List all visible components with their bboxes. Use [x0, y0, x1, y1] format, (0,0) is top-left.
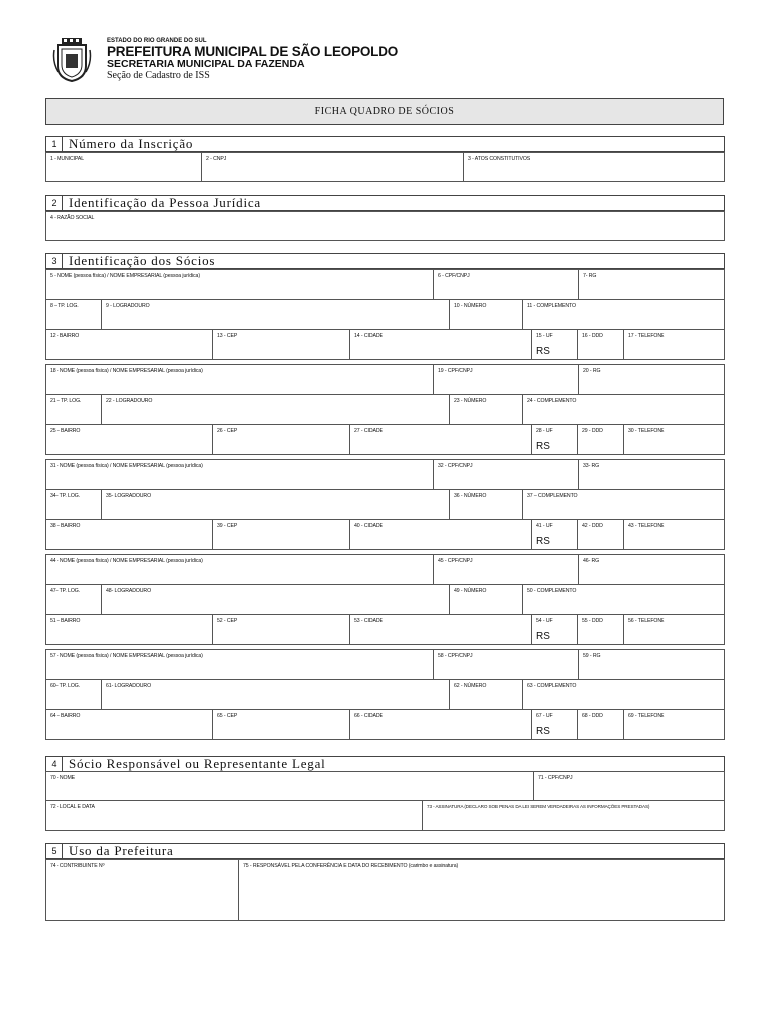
field-label: 28 - UF	[536, 428, 553, 434]
section-4-header	[45, 756, 725, 772]
field-partner-ddd[interactable]	[577, 519, 624, 550]
field-label: 47– TP. LOG.	[50, 588, 81, 594]
field-partner-nome[interactable]	[45, 649, 434, 680]
field-label: 68 - DDD	[582, 713, 603, 719]
section-number: 5	[45, 843, 63, 859]
field-label: 67 - UF	[536, 713, 553, 719]
field-partner-bairro[interactable]	[45, 709, 213, 740]
field-label: 48- LOGRADOURO	[106, 588, 152, 594]
field-label: 36 - NÚMERO	[454, 493, 487, 499]
uf-value: RS	[536, 536, 550, 547]
field-contribuinte[interactable]: 74 - CONTRIBUINTE Nº	[45, 859, 239, 921]
field-partner-ddd[interactable]	[577, 329, 624, 360]
field-label: 23 - NÚMERO	[454, 398, 487, 404]
field-label: 51 – BAIRRO	[50, 618, 81, 624]
field-partner-rg[interactable]	[578, 364, 725, 395]
section-2-header	[45, 195, 725, 211]
field-label: 58 - CPF/CNPJ	[438, 653, 473, 659]
field-label: 19 - CPF/CNPJ	[438, 368, 473, 374]
field-partner-telefone[interactable]	[623, 709, 725, 740]
header-secretaria: SECRETARIA MUNICIPAL DA FAZENDA	[107, 58, 305, 70]
field-label: 13 - CEP	[217, 333, 238, 339]
field-label: 43 - TELEFONE	[628, 523, 665, 529]
uf-value: RS	[536, 726, 550, 737]
field-label: 64 – BAIRRO	[50, 713, 81, 719]
field-partner-telefone[interactable]	[623, 329, 725, 360]
field-partner-logradouro[interactable]	[101, 489, 450, 520]
field-partner-rg[interactable]	[578, 459, 725, 490]
field-partner-uf[interactable]	[531, 709, 578, 740]
field-partner-cep[interactable]	[212, 709, 350, 740]
field-partner-bairro[interactable]	[45, 329, 213, 360]
field-responsavel-cpf[interactable]: 71 - CPF/CNPJ	[533, 771, 725, 801]
field-label: 8 – TP. LOG.	[50, 303, 79, 309]
field-label: 6 - CPF/CNPJ	[438, 273, 470, 279]
field-label: 56 - TELEFONE	[628, 618, 665, 624]
field-partner-cep[interactable]	[212, 329, 350, 360]
field-responsavel-nome[interactable]: 70 - NOME	[45, 771, 534, 801]
field-municipal[interactable]: 1 - MUNICIPAL	[45, 152, 202, 182]
field-label: 40 - CIDADE	[354, 523, 383, 529]
field-partner-rg[interactable]	[578, 269, 725, 300]
field-partner-cpf[interactable]	[433, 269, 579, 300]
section-number: 1	[45, 136, 63, 152]
field-atos-constitutivos[interactable]: 3 - ATOS CONSTITUTIVOS	[463, 152, 725, 182]
field-label: 30 - TELEFONE	[628, 428, 665, 434]
municipal-coat-of-arms	[52, 38, 92, 82]
field-label: 65 - CEP	[217, 713, 238, 719]
section-title: Uso da Prefeitura	[63, 843, 725, 859]
field-assinatura[interactable]: 73 - ASSINATURA (DECLARO SOB PENAS DA LEI SEREM VERDADEIRAS AS INFORMAÇÕES PRESTADAS)	[422, 800, 725, 831]
field-label: 24 - COMPLEMENTO	[527, 398, 577, 404]
field-label: 66 - CIDADE	[354, 713, 383, 719]
field-label: 45 - CPF/CNPJ	[438, 558, 473, 564]
field-label: 54 - UF	[536, 618, 553, 624]
field-label: 14 - CIDADE	[354, 333, 383, 339]
field-partner-telefone[interactable]	[623, 424, 725, 455]
field-label: 59 - RG	[583, 653, 601, 659]
field-label: 57 - NOME (pessoa física) / NOME EMPRESARIAL (pessoa jurídica)	[50, 653, 203, 659]
field-label: 29 - DDD	[582, 428, 603, 434]
field-label: 63 - COMPLEMENTO	[527, 683, 577, 689]
section-1-header	[45, 136, 725, 152]
field-label: 33- RG	[583, 463, 600, 469]
field-label: 31 - NOME (pessoa física) / NOME EMPRESARIAL (pessoa jurídica)	[50, 463, 203, 469]
field-label: 35- LOGRADOURO	[106, 493, 152, 499]
section-title: Identificação dos Sócios	[63, 253, 725, 269]
field-label: 52 - CEP	[217, 618, 238, 624]
field-partner-cpf[interactable]	[433, 554, 579, 585]
field-partner-telefone[interactable]	[623, 519, 725, 550]
field-label: 44 - NOME (pessoa física) / NOME EMPRESARIAL (pessoa jurídica)	[50, 558, 203, 564]
field-partner-numero[interactable]	[449, 584, 523, 615]
section-number: 2	[45, 195, 63, 211]
field-label: 7- RG	[583, 273, 597, 279]
header-state: ESTADO DO RIO GRANDE DO SUL	[107, 38, 207, 44]
field-cnpj[interactable]: 2 - CNPJ	[201, 152, 464, 182]
field-partner-cidade[interactable]	[349, 329, 532, 360]
field-label: 34– TP. LOG.	[50, 493, 81, 499]
field-partner-ddd[interactable]	[577, 614, 624, 645]
field-label: 49 - NÚMERO	[454, 588, 487, 594]
field-partner-complemento[interactable]	[522, 584, 725, 615]
field-label: 21 – TP. LOG.	[50, 398, 82, 404]
field-label: 15 - UF	[536, 333, 553, 339]
field-partner-bairro[interactable]	[45, 614, 213, 645]
field-partner-cpf[interactable]	[433, 459, 579, 490]
uf-value: RS	[536, 631, 550, 642]
field-partner-complemento[interactable]	[522, 299, 725, 330]
field-label: 27 - CIDADE	[354, 428, 383, 434]
field-label: 53 - CIDADE	[354, 618, 383, 624]
field-partner-logradouro[interactable]	[101, 299, 450, 330]
field-partner-rg[interactable]	[578, 554, 725, 585]
field-label: 50 - COMPLEMENTO	[527, 588, 577, 594]
field-label: 10 - NÚMERO	[454, 303, 487, 309]
field-partner-uf[interactable]	[531, 329, 578, 360]
field-label: 62 - NÚMERO	[454, 683, 487, 689]
field-responsavel-conferencia[interactable]: 75 - RESPONSÁVEL PELA CONFERÊNCIA E DATA DO RECEBIMENTO (carimbo e assinatura)	[238, 859, 725, 921]
section-number: 4	[45, 756, 63, 772]
field-label: 37 – COMPLEMENTO	[527, 493, 578, 499]
field-partner-rg[interactable]	[578, 649, 725, 680]
section-3-header	[45, 253, 725, 269]
field-partner-numero[interactable]	[449, 489, 523, 520]
field-partner-tp-log[interactable]	[45, 489, 102, 520]
field-label: 60– TP. LOG.	[50, 683, 81, 689]
field-partner-nome[interactable]	[45, 269, 434, 300]
field-partner-complemento[interactable]	[522, 679, 725, 710]
field-label: 61- LOGRADOURO	[106, 683, 152, 689]
field-partner-nome[interactable]	[45, 459, 434, 490]
field-partner-uf[interactable]	[531, 519, 578, 550]
field-label: 39 - CEP	[217, 523, 238, 529]
field-partner-cidade[interactable]	[349, 519, 532, 550]
field-label: 26 - CEP	[217, 428, 238, 434]
field-label: 41 - UF	[536, 523, 553, 529]
header-prefeitura: PREFEITURA MUNICIPAL DE SÃO LEOPOLDO	[107, 44, 399, 59]
field-partner-telefone[interactable]	[623, 614, 725, 645]
field-label: 38 – BAIRRO	[50, 523, 81, 529]
field-partner-nome[interactable]	[45, 364, 434, 395]
section-5-header	[45, 843, 725, 859]
field-partner-numero[interactable]	[449, 679, 523, 710]
field-partner-cep[interactable]	[212, 424, 350, 455]
section-title: Número da Inscrição	[63, 136, 725, 152]
field-label: 69 - TELEFONE	[628, 713, 665, 719]
field-label: 42 - DDD	[582, 523, 603, 529]
uf-value: RS	[536, 441, 550, 452]
field-partner-tp-log[interactable]	[45, 299, 102, 330]
field-partner-bairro[interactable]	[45, 424, 213, 455]
field-label: 55 - DDD	[582, 618, 603, 624]
section-title: Identificação da Pessoa Jurídica	[63, 195, 725, 211]
field-label: 22 - LOGRADOURO	[106, 398, 153, 404]
field-partner-tp-log[interactable]	[45, 394, 102, 425]
field-partner-tp-log[interactable]	[45, 584, 102, 615]
field-partner-numero[interactable]	[449, 299, 523, 330]
field-razao-social[interactable]: 4 - RAZÃO SOCIAL	[45, 211, 725, 241]
field-label: 32 - CPF/CNPJ	[438, 463, 473, 469]
field-partner-tp-log[interactable]	[45, 679, 102, 710]
field-partner-cpf[interactable]	[433, 649, 579, 680]
field-partner-logradouro[interactable]	[101, 679, 450, 710]
field-label: 18 - NOME (pessoa física) / NOME EMPRESARIAL (pessoa jurídica)	[50, 368, 203, 374]
field-label: 25 – BAIRRO	[50, 428, 81, 434]
field-partner-cidade[interactable]	[349, 424, 532, 455]
field-partner-ddd[interactable]	[577, 709, 624, 740]
field-partner-logradouro[interactable]	[101, 584, 450, 615]
field-partner-cidade[interactable]	[349, 709, 532, 740]
field-partner-uf[interactable]	[531, 424, 578, 455]
field-label: 11 - COMPLEMENTO	[527, 303, 576, 309]
field-label: 12 - BAIRRO	[50, 333, 80, 339]
field-label: 20 - RG	[583, 368, 601, 374]
form-title: FICHA QUADRO DE SÓCIOS	[45, 98, 724, 125]
field-partner-cep[interactable]	[212, 614, 350, 645]
field-partner-logradouro[interactable]	[101, 394, 450, 425]
section-title: Sócio Responsável ou Representante Legal	[63, 756, 725, 772]
field-partner-complemento[interactable]	[522, 489, 725, 520]
field-partner-complemento[interactable]	[522, 394, 725, 425]
field-label: 17 - TELEFONE	[628, 333, 665, 339]
uf-value: RS	[536, 346, 550, 357]
field-local-data[interactable]: 72 - LOCAL E DATA	[45, 800, 423, 831]
field-partner-ddd[interactable]	[577, 424, 624, 455]
field-label: 16 - DDD	[582, 333, 603, 339]
field-label: 46- RG	[583, 558, 600, 564]
field-label: 5 - NOME (pessoa física) / NOME EMPRESARIAL (pessoa jurídica)	[50, 273, 200, 279]
header-secao: Seção de Cadastro de ISS	[107, 70, 210, 81]
field-partner-bairro[interactable]	[45, 519, 213, 550]
field-partner-uf[interactable]	[531, 614, 578, 645]
field-partner-numero[interactable]	[449, 394, 523, 425]
field-label: 9 - LOGRADOURO	[106, 303, 150, 309]
field-partner-cidade[interactable]	[349, 614, 532, 645]
field-partner-cep[interactable]	[212, 519, 350, 550]
field-partner-nome[interactable]	[45, 554, 434, 585]
field-partner-cpf[interactable]	[433, 364, 579, 395]
section-number: 3	[45, 253, 63, 269]
